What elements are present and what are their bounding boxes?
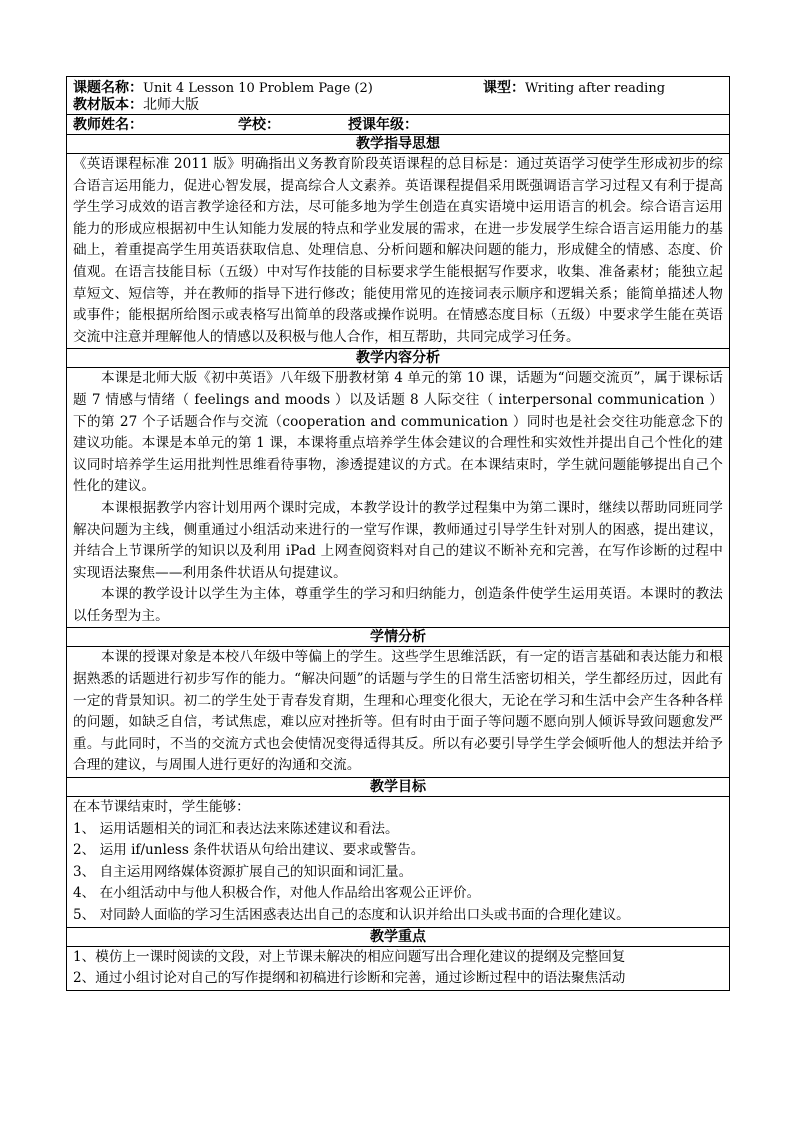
objectives-intro: 在本节课结束时，学生能够： <box>73 799 250 816</box>
guiding-text-cell <box>67 154 730 349</box>
edition-label: 教材版本： <box>73 97 143 113</box>
grade-label: 授课年级： <box>348 117 418 133</box>
lesson-plan-table <box>66 76 730 991</box>
topic-value: Unit 4 Lesson 10 Problem Page (2) <box>143 81 373 96</box>
objectives-cell <box>67 797 730 928</box>
content-paragraph-3: 本课的教学设计以学生为主体，尊重学生的学习和归纳能力，创造条件使学生运用英语。本课时的教法以任务型为主。 <box>73 586 723 624</box>
teacher-label: 教师姓名： <box>73 117 143 133</box>
keypoint-item: 1、模仿上一课时阅读的文段，对上节课未解决的相应问题写出合理化建议的提纲及完整回复 <box>73 948 626 965</box>
section-heading-row <box>67 927 730 946</box>
section-heading-row <box>67 628 730 647</box>
section-body-row <box>67 797 730 928</box>
content-title: 教学内容分析 <box>67 349 730 368</box>
content-paragraph-1: 本课是北师大版《初中英语》八年级下册教材第 4 单元的第 10 课，话题为“问题交流页”，属于课标话题 7 情感与情绪（ feelings and moods ）以及话题 8 人际交往（ interpersonal communication ）下的第 27 个子话题合作与交流（cooperation and communication ）同时也是社会交往功能意念下的建议功能。本课是本单元的第 1 课，本课将重点培养学生体会建议的合理性和实效性并提出自己个性化的建议同时培养学生运用批判性思维看待事物，渗透提建议的方式。在本课结束时，学生就问题能够提出自己个性化的建议。 <box>73 370 723 495</box>
section-heading-row <box>67 135 730 154</box>
objective-item: 5、 对同龄人面临的学习生活困惑表达出自己的态度和认识并给出口头或书面的合理化建议。 <box>73 907 630 923</box>
edition-value: 北师大版 <box>143 97 199 113</box>
keypoints-title: 教学重点 <box>67 927 730 946</box>
objective-item: 3、 自主运用网络媒体资源扩展自己的知识面和词汇量。 <box>73 863 413 880</box>
objectives-title: 教学目标 <box>67 778 730 797</box>
teacher-cell <box>67 115 730 135</box>
header-row-teacher <box>67 115 730 135</box>
learners-text: 本课的授课对象是本校八年级中等偏上的学生。这些学生思维活跃，有一定的语言基础和表达能力和根据熟悉的话题进行初步写作的能力。“解决问题”的话题与学生的日常生活密切相关，学生都经历过，因此有一定的背景知识。初二的学生处于青春发育期，生理和心理变化很大，无论在学习和生活中会产生各种各样的问题，如缺乏自信，考试焦虑，难以应对挫折等。但有时由于面子等问题不愿向别人倾诉导致问题愈发严重。与此同时，不当的交流方式也会使情况变得适得其反。所以有必要引导学生学会倾听他人的想法并给予合理的建议，与周围人进行更好的沟通和交流。 <box>73 649 723 774</box>
learners-text-cell <box>67 647 730 778</box>
objective-item: 1、 运用话题相关的词汇和表达法来陈述建议和看法。 <box>73 820 399 837</box>
section-body-row <box>67 154 730 349</box>
section-heading-row <box>67 349 730 368</box>
guiding-text: 《英语课程标准 2011 版》明确指出义务教育阶段英语课程的总目标是：通过英语学习使学生形成初步的综合语言运用能力，促进心智发展，提高综合人文素养。英语课程提倡采用既强调语言学习过程又有利于提高学生学习成效的语言教学途径和方法，尽可能多地为学生创造在真实语境中运用语言的机会。综合语言运用能力的形成应根据初中生认知能力发展的特点和学业发展的需求，在进一步发展学生综合语言运用能力的基础上，着重提高学生用英语获取信息、处理信息、分析问题和解决问题的能力，形成健全的情感、态度、价值观。在语言技能目标（五级）中对写作技能的目标要求学生能根据写作要求，收集、准备素材；能独立起草短文、短信等，并在教师的指导下进行修改；能使用常见的连接词表示顺序和逻辑关系；能简单描述人物或事件；能根据所给图示或表格写出简单的段落或操作说明。在情感态度目标（五级）中要求学生能在英语交流中注意并理解他人的情感以及积极与他人合作，相互帮助，共同完成学习任务。 <box>73 156 723 345</box>
objective-item: 2、 运用 if/unless 条件状语从句给出建议、要求或警告。 <box>73 842 425 859</box>
section-body-row <box>67 946 730 990</box>
header-row-topic <box>67 77 730 115</box>
section-body-row <box>67 647 730 778</box>
keypoint-item: 2、通过小组讨论对自己的写作提纲和初稿进行诊断和完善，通过诊断过程中的语法聚焦活动 <box>73 970 626 987</box>
section-body-row <box>67 368 730 628</box>
content-paragraph-2: 本课根据教学内容计划用两个课时完成，本教学设计的教学过程集中为第二课时，继续以帮助同班同学解决问题为主线，侧重通过小组活动来进行的一堂写作课，教师通过引导学生针对别人的困惑，提出建议，并结合上节课所学的知识以及利用 iPad 上网查阅资料对自己的建议不断补充和完善，在写作诊断的过程中实现语法聚焦——利用条件状语从句提建议。 <box>73 499 723 581</box>
lesson-plan-document <box>66 76 730 991</box>
keypoints-cell <box>67 946 730 990</box>
type-label: 课型： <box>483 80 525 96</box>
topic-cell <box>67 77 730 115</box>
type-value: Writing after reading <box>525 81 666 96</box>
objective-item: 4、 在小组活动中与他人积极合作，对他人作品给出客观公正评价。 <box>73 885 481 902</box>
learners-title: 学情分析 <box>67 628 730 647</box>
school-label: 学校： <box>238 117 280 133</box>
topic-label: 课题名称： <box>73 80 143 96</box>
guiding-title: 教学指导思想 <box>67 135 730 154</box>
content-text-cell <box>67 368 730 628</box>
section-heading-row <box>67 778 730 797</box>
